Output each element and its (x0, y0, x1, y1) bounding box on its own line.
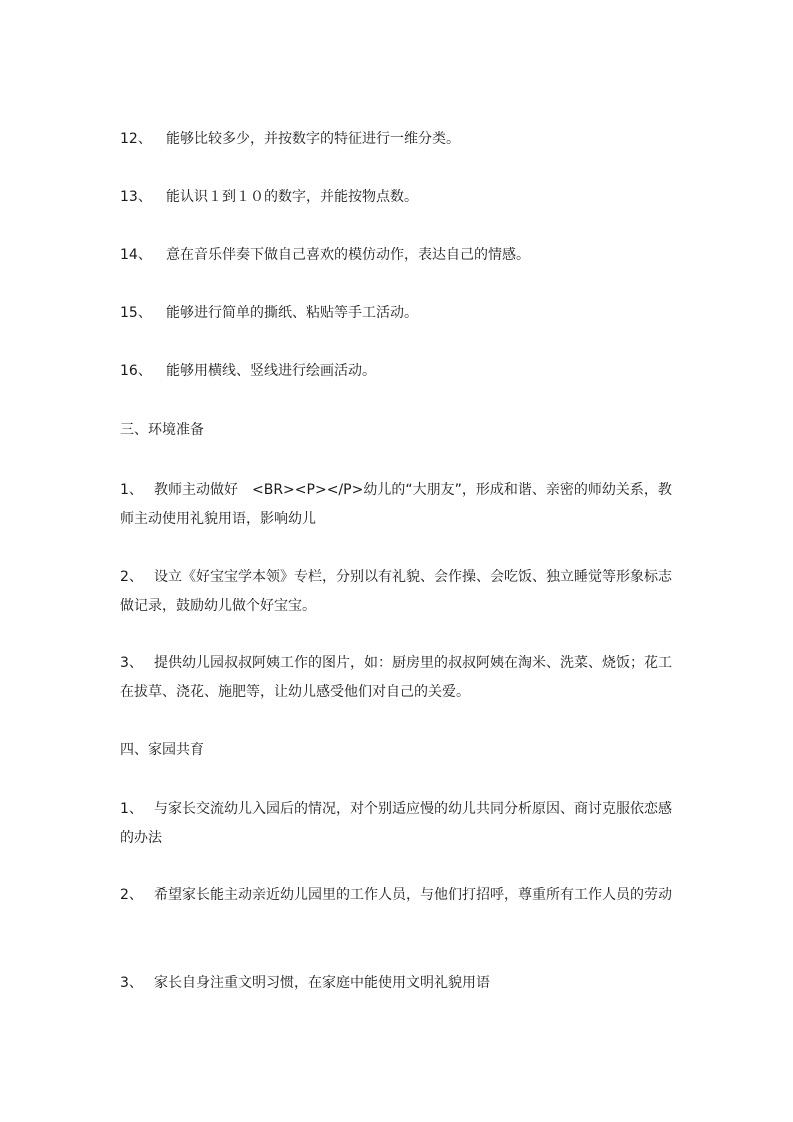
environment-item-2 (120, 563, 676, 621)
item-number: 14、 (120, 247, 152, 263)
goal-item-15 (120, 299, 676, 328)
item-number: 1、 (120, 801, 143, 817)
section-heading-home-school: 四、家园共育 (120, 742, 204, 758)
item-text: 能认识１到１０的数字，并能按物点数。 (166, 189, 418, 205)
goal-item-13 (120, 183, 676, 212)
item-text: 与家长交流幼儿入园后的情况，对个别适应慢的幼儿共同分析原因、商讨克服依恋感的办法 (120, 801, 672, 846)
item-number: 3、 (120, 975, 143, 991)
item-text: 希望家长能主动亲近幼儿园里的工作人员，与他们打招呼，尊重所有工作人员的劳动 (154, 887, 672, 903)
item-number: 15、 (120, 305, 152, 321)
item-text: 意在音乐伴奏下做自己喜欢的模仿动作，表达自己的情感。 (166, 247, 530, 263)
item-number: 12、 (120, 131, 152, 147)
item-number: 2、 (120, 569, 143, 585)
environment-item-3 (120, 649, 676, 707)
item-number: 16、 (120, 363, 152, 379)
item-text: 设立《好宝宝学本领》专栏，分别以有礼貌、会作操、会吃饭、独立睡觉等形象标志做记录，鼓励幼儿做个好宝宝。 (120, 569, 672, 614)
home-school-item-2 (120, 881, 676, 910)
home-school-item-3 (120, 969, 676, 998)
item-text: 教师主动做好 <BR><P></P>幼儿的“大朋友”，形成和谐、亲密的师幼关系，教师主动使用礼貌用语，影响幼儿 (120, 482, 672, 527)
item-number: 2、 (120, 887, 143, 903)
goal-item-12 (120, 125, 676, 154)
goal-item-16 (120, 357, 676, 386)
item-number: 1、 (120, 482, 143, 498)
home-school-item-1 (120, 795, 676, 853)
item-number: 13、 (120, 189, 152, 205)
environment-item-1 (120, 476, 676, 534)
item-text: 家长自身注重文明习惯，在家庭中能使用文明礼貌用语 (154, 975, 490, 991)
item-text: 能够用横线、竖线进行绘画活动。 (166, 363, 376, 379)
goal-item-14 (120, 241, 676, 270)
section-heading-environment: 三、环境准备 (120, 422, 204, 438)
item-text: 能够比较多少，并按数字的特征进行一维分类。 (166, 131, 460, 147)
item-text: 能够进行简单的撕纸、粘贴等手工活动。 (166, 305, 418, 321)
item-number: 3、 (120, 655, 143, 671)
item-text: 提供幼儿园叔叔阿姨工作的图片，如：厨房里的叔叔阿姨在淘米、洗菜、烧饭；花工在拔草、浇花、施肥等，让幼儿感受他们对自己的关爱。 (120, 655, 672, 700)
